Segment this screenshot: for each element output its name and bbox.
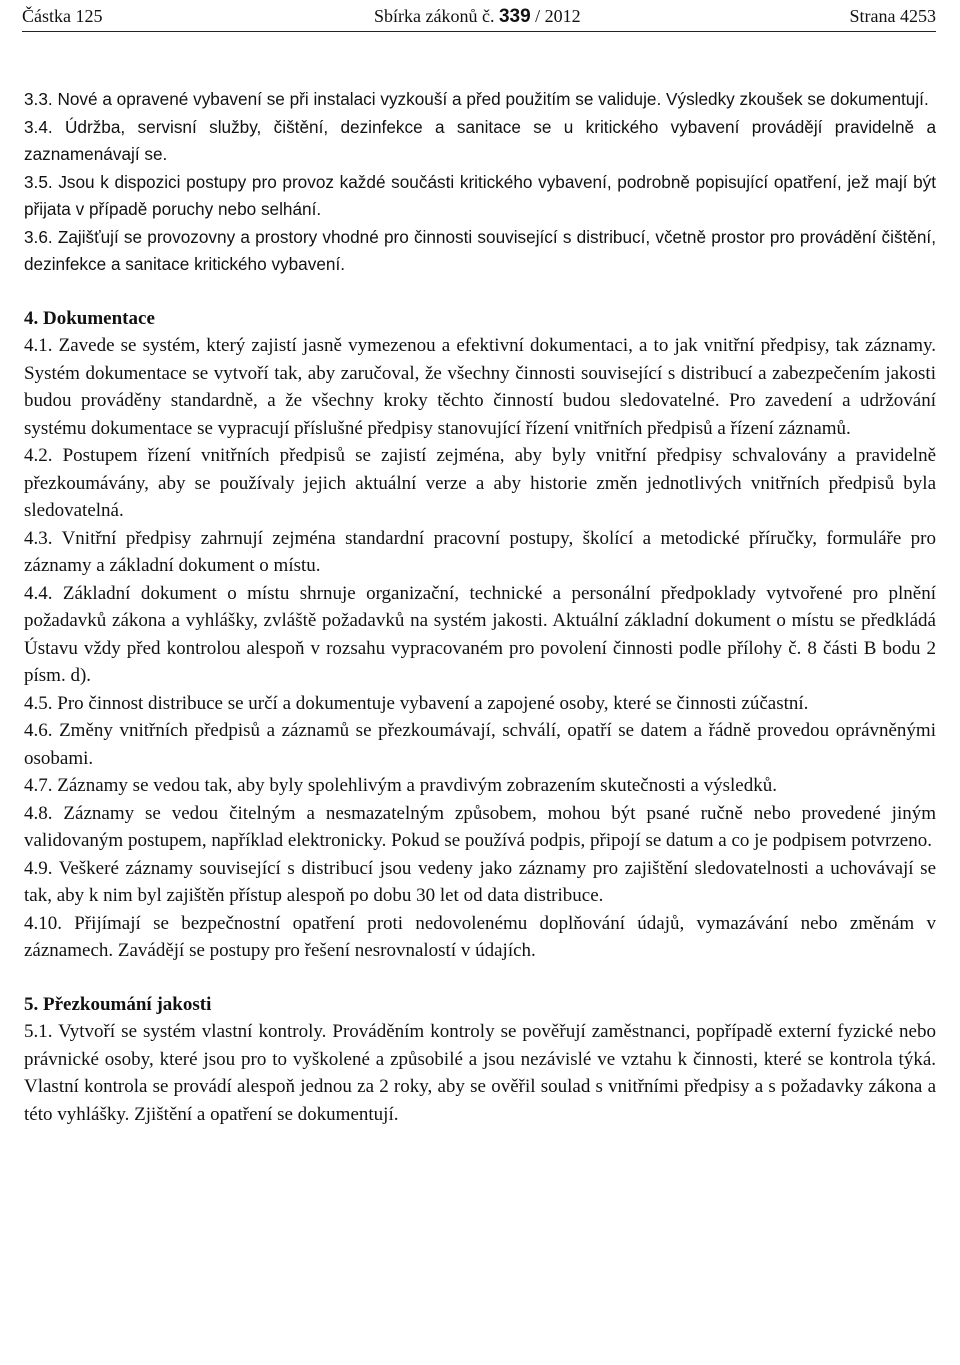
paragraph-4-5: 4.5. Pro činnost distribuce se určí a dokumentuje vybavení a zapojené osoby, které se činnosti zúčastní. — [24, 692, 809, 714]
paragraph-3-3: 3.3. Nové a opravené vybavení se při instalaci vyzkouší a před použitím se validuje. Výsledky zkoušek se dokumentují. — [24, 89, 929, 109]
header-collection-suffix: / 2012 — [535, 6, 581, 26]
paragraph-4-3: 4.3. Vnitřní předpisy zahrnují zejména standardní pracovní postupy, školící a metodické příručky, formuláře pro záznamy a základní dokument o místu. — [24, 527, 936, 576]
header-collection-prefix: Sbírka zákonů č. — [374, 6, 495, 26]
paragraph-4-8: 4.8. Záznamy se vedou čitelným a nesmazatelným způsobem, mohou být psané ručně nebo provedené jiným validovaným postupem, například elektronicky. Pokud se používá podpis, připojí se datum a co je podpisem potvrzeno. — [24, 802, 936, 851]
paragraph-4-1: 4.1. Zavede se systém, který zajistí jasně vymezenou a efektivní dokumentaci, a to jak vnitřní předpisy, tak záznamy. Systém dokumentace se vytvoří tak, aby zaručoval, že všechny činnosti související s distribucí a zabezpečením jakosti budou prováděny standardně, a že všechny kroky těchto činností budou sledovatelné. Pro zavedení a udržování systému dokumentace se vypracují příslušné předpisy stanovující řízení vnitřních předpisů a řízení záznamů. — [24, 335, 936, 439]
header-collection-number: 339 — [498, 6, 531, 27]
page-header — [22, 4, 936, 30]
paragraph-5-1: 5.1. Vytvoří se systém vlastní kontroly. Prováděním kontroly se pověřují zaměstnanci, popřípadě externí fyzické nebo právnické osoby, které jsou pro to vyškolené a způsobilé a jsou nezávislé ve vztahu k činnosti, které se kontrola týká. Vlastní kontrola se provádí alespoň jednou za 2 roky, aby se ověřil soulad s vnitřními předpisy a s požadavky zákona a této vyhlášky. Zjištění a opatření se dokumentují. — [24, 1021, 936, 1125]
header-divider — [22, 31, 936, 32]
header-part-number: Částka 125 — [22, 6, 103, 26]
paragraph-4-10: 4.10. Přijímají se bezpečnostní opatření proti nedovolenému doplňování údajů, vymazávání nebo změnám v záznamech. Zavádějí se postupy pro řešení nesrovnalostí v údajích. — [24, 912, 936, 961]
paragraph-3-4: 3.4. Údržba, servisní služby, čištění, dezinfekce a sanitace se u kritického vybavení provádějí pravidelně a zaznamenávají se. — [24, 116, 936, 164]
header-collection — [374, 4, 581, 29]
section-spacer — [24, 965, 936, 991]
header-page-number: Strana 4253 — [849, 6, 936, 26]
paragraph-3-6: 3.6. Zajišťují se provozovny a prostory vhodné pro činnosti související s distribucí, včetně prostor pro provádění čištění, dezinfekce a sanitace kritického vybavení. — [24, 226, 936, 274]
paragraph-4-9: 4.9. Veškeré záznamy související s distribucí jsou vedeny jako záznamy pro zajištění sledovatelnosti a uchovávají se tak, aby k nim byl zajištěn přístup alespoň po dobu 30 let od data distribuce. — [24, 857, 936, 906]
section-spacer — [24, 279, 936, 305]
paragraph-4-4: 4.4. Základní dokument o místu shrnuje organizační, technické a personální předpoklady vytvořené pro plnění požadavků zákona a vyhlášky, zvláště požadavků na systém jakosti. Aktuální základní dokument o místu se předkládá Ústavu vždy před kontrolou alespoň v rozsahu vypracovaném pro povolení činnosti podle přílohy č. 8 části B bodu 2 písm. d). — [24, 582, 936, 686]
heading-section-4: 4. Dokumentace — [24, 307, 155, 329]
paragraph-3-5: 3.5. Jsou k dispozici postupy pro provoz každé součásti kritického vybavení, podrobně popisující opatření, jež mají být přijata v případě poruchy nebo selhání. — [24, 171, 936, 219]
paragraph-4-2: 4.2. Postupem řízení vnitřních předpisů se zajistí zejména, aby byly vnitřní předpisy schvalovány a pravidelně přezkoumávány, aby se používaly jejich aktuální verze a aby historie změn jednotlivých vnitřních předpisů byla sledovatelná. — [24, 445, 936, 521]
heading-section-5: 5. Přezkoumání jakosti — [24, 993, 212, 1015]
paragraph-4-7: 4.7. Záznamy se vedou tak, aby byly spolehlivým a pravdivým zobrazením skutečnosti a výsledků. — [24, 775, 777, 796]
page-content — [24, 86, 936, 1128]
paragraph-4-6: 4.6. Změny vnitřních předpisů a záznamů se přezkoumávají, schválí, opatří se datem a řádně provedou oprávněnými osobami. — [24, 720, 936, 769]
